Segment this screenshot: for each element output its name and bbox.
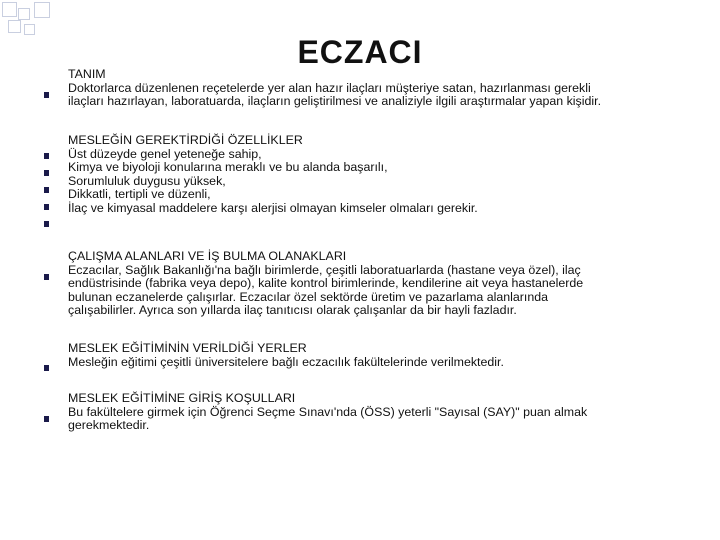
section-required-qualities (68, 134, 688, 215)
section-line: Bu fakültelere girmek için Öğrenci Seçme Sınavı'nda (ÖSS) yeterli "Sayısal (SAY)" puan almak (68, 404, 588, 419)
deco-square (34, 2, 50, 18)
bullet-icon (44, 274, 49, 280)
section-heading: MESLEĞİN GEREKTİRDİĞİ ÖZELLİKLER (68, 133, 303, 147)
section-line: Üst düzeyde genel yeteneğe sahip, (68, 146, 262, 161)
section-line: Sorumluluk duygusu yüksek, (68, 173, 226, 188)
page-title: ECZACI (297, 34, 423, 70)
section-line: Eczacılar, Sağlık Bakanlığı'na bağlı birimlerde, çeşitli laboratuarlarda (hastane veya özel), ilaç (68, 262, 581, 277)
bullet-icon (44, 187, 49, 193)
bullet-icon (44, 416, 49, 422)
bullet-icon (44, 170, 49, 176)
section-heading: MESLEK EĞİTİMİNİN VERİLDİĞİ YERLER (68, 341, 307, 355)
section-line: İlaç ve kimyasal maddelere karşı alerjisi olmayan kimseler olmaları gerekir. (68, 200, 478, 215)
section-heading: MESLEK EĞİTİMİNE GİRİŞ KOŞULLARI (68, 391, 296, 405)
section-line: endüstrisinde (fabrika veya depo), kalite kontrol birimlerinde, kendilerine ait veya hastanelerde (68, 276, 584, 290)
section-line: Dikkatli, tertipli ve düzenli, (68, 187, 211, 201)
section-line: çalışabilirler. Ayrıca son yıllarda ilaç tanıtıcısı olarak çalışanlar da bir hayli fazladır. (68, 303, 517, 317)
section-heading: TANIM (68, 67, 106, 81)
section-line: ilaçları hazırlayan, laboratuarda, ilaçların geliştirilmesi ve analiziyle ilgili araştırmalar yapan kişidir. (68, 94, 602, 108)
section-work-areas (68, 250, 688, 318)
section-line: gerekmektedir. (68, 418, 150, 432)
deco-square (8, 20, 21, 33)
section-line: bulunan eczanelerde çalışırlar. Eczacılar özel sektörde üretim ve pazarlama alanlarında (68, 289, 549, 304)
bullet-icon (44, 204, 49, 210)
deco-square (18, 8, 30, 20)
section-education-places (68, 342, 688, 369)
bullet-icon (44, 92, 49, 98)
bullet-icon (44, 153, 49, 159)
bullet-icon (44, 365, 49, 371)
section-line: Doktorlarca düzenlenen reçetelerde yer alan hazır ilaçları müşteriye satan, hazırlanması gerekli (68, 80, 591, 95)
deco-square (2, 2, 17, 17)
section-line: Kimya ve biyoloji konularına meraklı ve bu alanda başarılı, (68, 160, 388, 174)
bullet-icon (44, 221, 49, 227)
section-admission-conditions (68, 392, 688, 433)
section-line: Mesleğin eğitimi çeşitli üniversitelere bağlı eczacılık fakültelerinde verilmektedir. (68, 354, 504, 369)
section-heading: ÇALIŞMA ALANLARI VE İŞ BULMA OLANAKLARI (68, 249, 347, 263)
section-definition (68, 68, 688, 109)
